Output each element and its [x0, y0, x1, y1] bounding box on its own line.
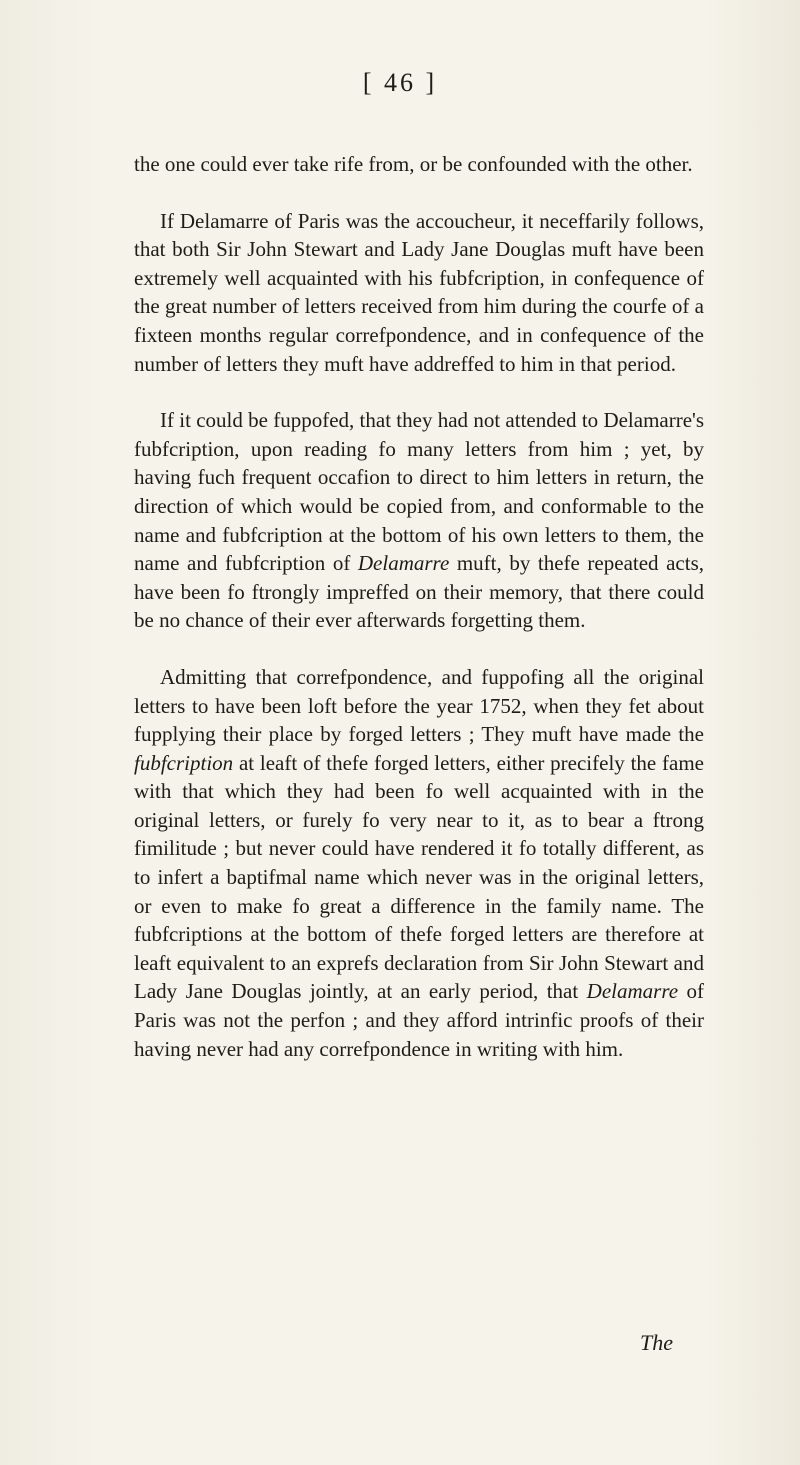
paragraph-3 [134, 406, 704, 635]
italic-subscription: fubfcription [134, 750, 234, 775]
catchword: The [640, 1330, 673, 1355]
paragraph-4-text-c: of Paris was not the perfon ; and they afford intrinfic proofs of their having never had any correfpondence in writing with him. [134, 979, 705, 1061]
paragraph-1: the one could ever take rife from, or be confounded with the other. [134, 152, 693, 176]
italic-delamarre: Delamarre [586, 979, 679, 1004]
body-text [134, 150, 704, 1063]
paragraph-2: If Delamarre of Paris was the accoucheur, it neceffarily follows, that both Sir John Stewart and Lady Jane Douglas muft have been extremely well acquainted with his fubfcription, in confequence of the great number of letters received from him during the courfe of a fixteen months regular correfpondence, and in confequence of the number of letters they muft have addreffed to him in that period. [134, 208, 704, 376]
paragraph-4 [134, 663, 704, 1063]
paragraph-4-text-b: at leaft of thefe forged letters, either precifely the fame with that which they had been fo well acquainted with in the original letters, or furely fo very near to it, as to bear a ftrong fimilitude ; but never could have rendered it fo totally different, as to infert a baptifmal name which never was in the original letters, or even to make fo great a difference in the family name. The fubfcriptions at the bottom of thefe forged letters are therefore at leaft equivalent to an exprefs declaration from Sir John Stewart and Lady Jane Douglas jointly, at an early period, that [134, 750, 704, 1004]
page-number: [ 46 ] [362, 68, 438, 97]
paragraph-4-text-a: Admitting that correfpondence, and fuppofing all the original letters to have been loft before the year 1752, when they fet about fupplying their place by forged letters ; They muft have made the [134, 664, 704, 747]
paragraph-3-text-b: muft, by thefe repeated acts, have been fo ftrongly impreffed on their memory, that there could be no chance of their ever afterwards forgetting them. [134, 551, 705, 633]
paragraph-3-text-a: If it could be fuppofed, that they had not attended to Delamarre's fubfcription, upon reading fo many letters from him ; yet, by having fuch frequent occafion to direct to him letters in return, the direction of which would be copied from, and conformable to the name and fubfcription at the bottom of his own letters to them, the name and fubfcription of [134, 408, 704, 576]
italic-name-delamarre: Delamarre [357, 551, 450, 576]
